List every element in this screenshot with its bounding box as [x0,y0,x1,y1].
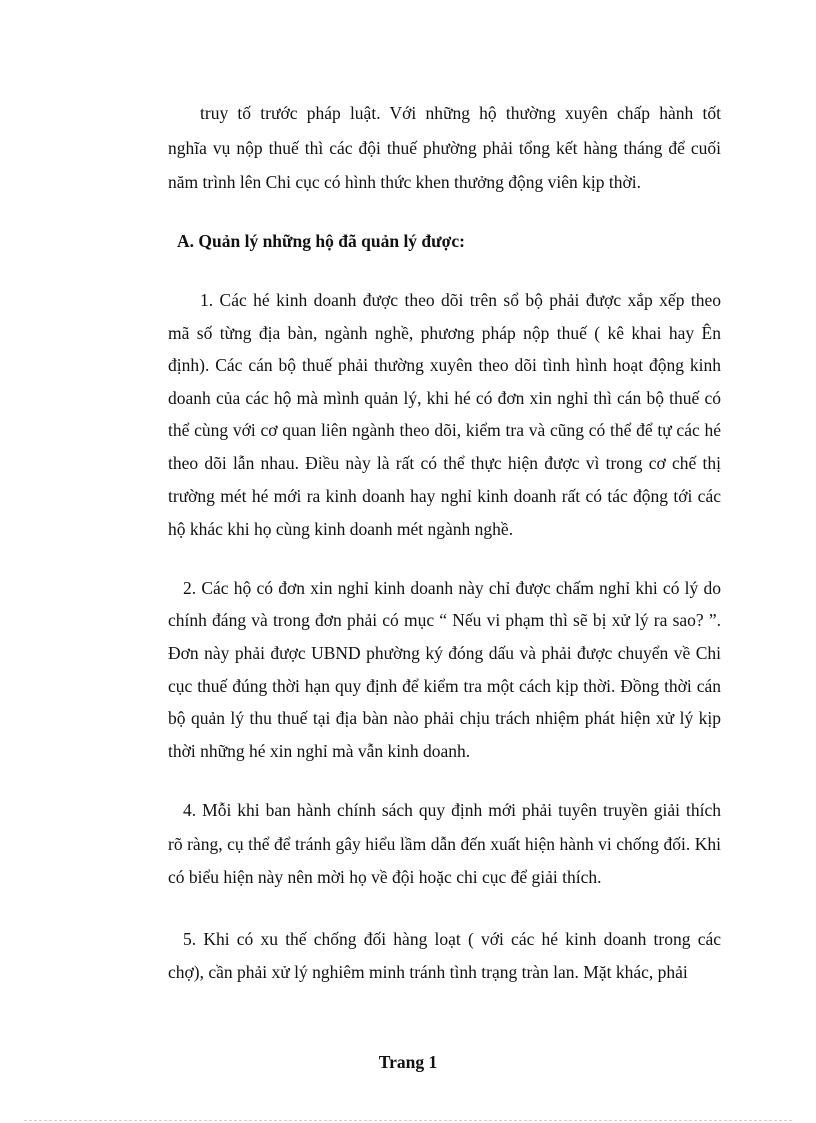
page-boundary [24,1120,792,1121]
text-line: rõ ràng, cụ thể để tránh gây hiểu lầm dẫn đến xuất hiện hành vi chống đối. Khi [168,834,721,854]
text-line: 1. Các hé kinh doanh được theo dõi trên sổ bộ phải được xắp xếp theo [200,290,721,310]
text-line: trường mét hé mới ra kinh doanh hay nghỉ kinh doanh rất có tác động tới các [168,486,721,506]
text-line: thời những hé xin nghỉ mà vẫn kinh doanh. [168,741,471,761]
text-line: bộ quản lý thu thuế tại địa bàn nào phải chịu trách nhiệm phát hiện xử lý kịp [168,708,721,728]
text-line: theo dõi lẫn nhau. Điều này là rất có thể thực hiện được vì trong cơ chế thị [168,453,721,473]
page-number: Trang 1 [378,1052,438,1072]
text-line: 4. Mỗi khi ban hành chính sách quy định mới phải tuyên truyền giải thích [183,800,721,820]
text-line: 5. Khi có xu thế chống đối hàng loạt ( với các hé kinh doanh trong các [183,929,721,949]
text-line: truy tố trước pháp luật. Với những hộ thường xuyên chấp hành tốt [200,103,721,123]
text-line: Đơn này phải được UBND phường ký đóng dấu và phải được chuyển về Chi [168,643,721,663]
text-line: hộ khác khi họ cùng kinh doanh mét ngành nghề. [168,519,514,539]
text-line: doanh của các hộ mà mình quản lý, khi hé có đơn xin nghỉ thì cán bộ thuế có [168,388,721,408]
text-line: chính đáng và trong đơn phải có mục “ Nếu vi phạm thì sẽ bị xử lý ra sao? ”. [168,610,721,630]
text-line: năm trình lên Chi cục có hình thức khen thưởng động viên kịp thời. [168,172,641,192]
text-line: cục thuế đúng thời hạn quy định để kiểm tra một cách kịp thời. Đồng thời cán [168,676,721,696]
text-line: 2. Các hộ có đơn xin nghỉ kinh doanh này chỉ được chấm nghỉ khi có lý do [183,578,721,598]
text-line: có biểu hiện này nên mời họ về đội hoặc chi cục để giải thích. [168,867,602,887]
text-line: nghĩa vụ nộp thuế thì các đội thuế phường phải tổng kết hàng tháng để cuối [168,138,721,158]
text-line: mã số từng địa bàn, ngành nghề, phương pháp nộp thuế ( kê khai hay Ên [168,323,721,343]
section-heading: A. Quản lý những hộ đã quản lý được: [177,231,465,251]
text-line: thể cùng với cơ quan liên ngành theo dõi, kiểm tra và cũng có thể để tự các hé [168,420,721,440]
text-line: định). Các cán bộ thuế phải thường xuyên theo dõi tình hình hoạt động kinh [168,355,721,375]
text-line: chợ), cần phải xử lý nghiêm minh tránh tình trạng tràn lan. Mặt khác, phải [168,962,688,982]
